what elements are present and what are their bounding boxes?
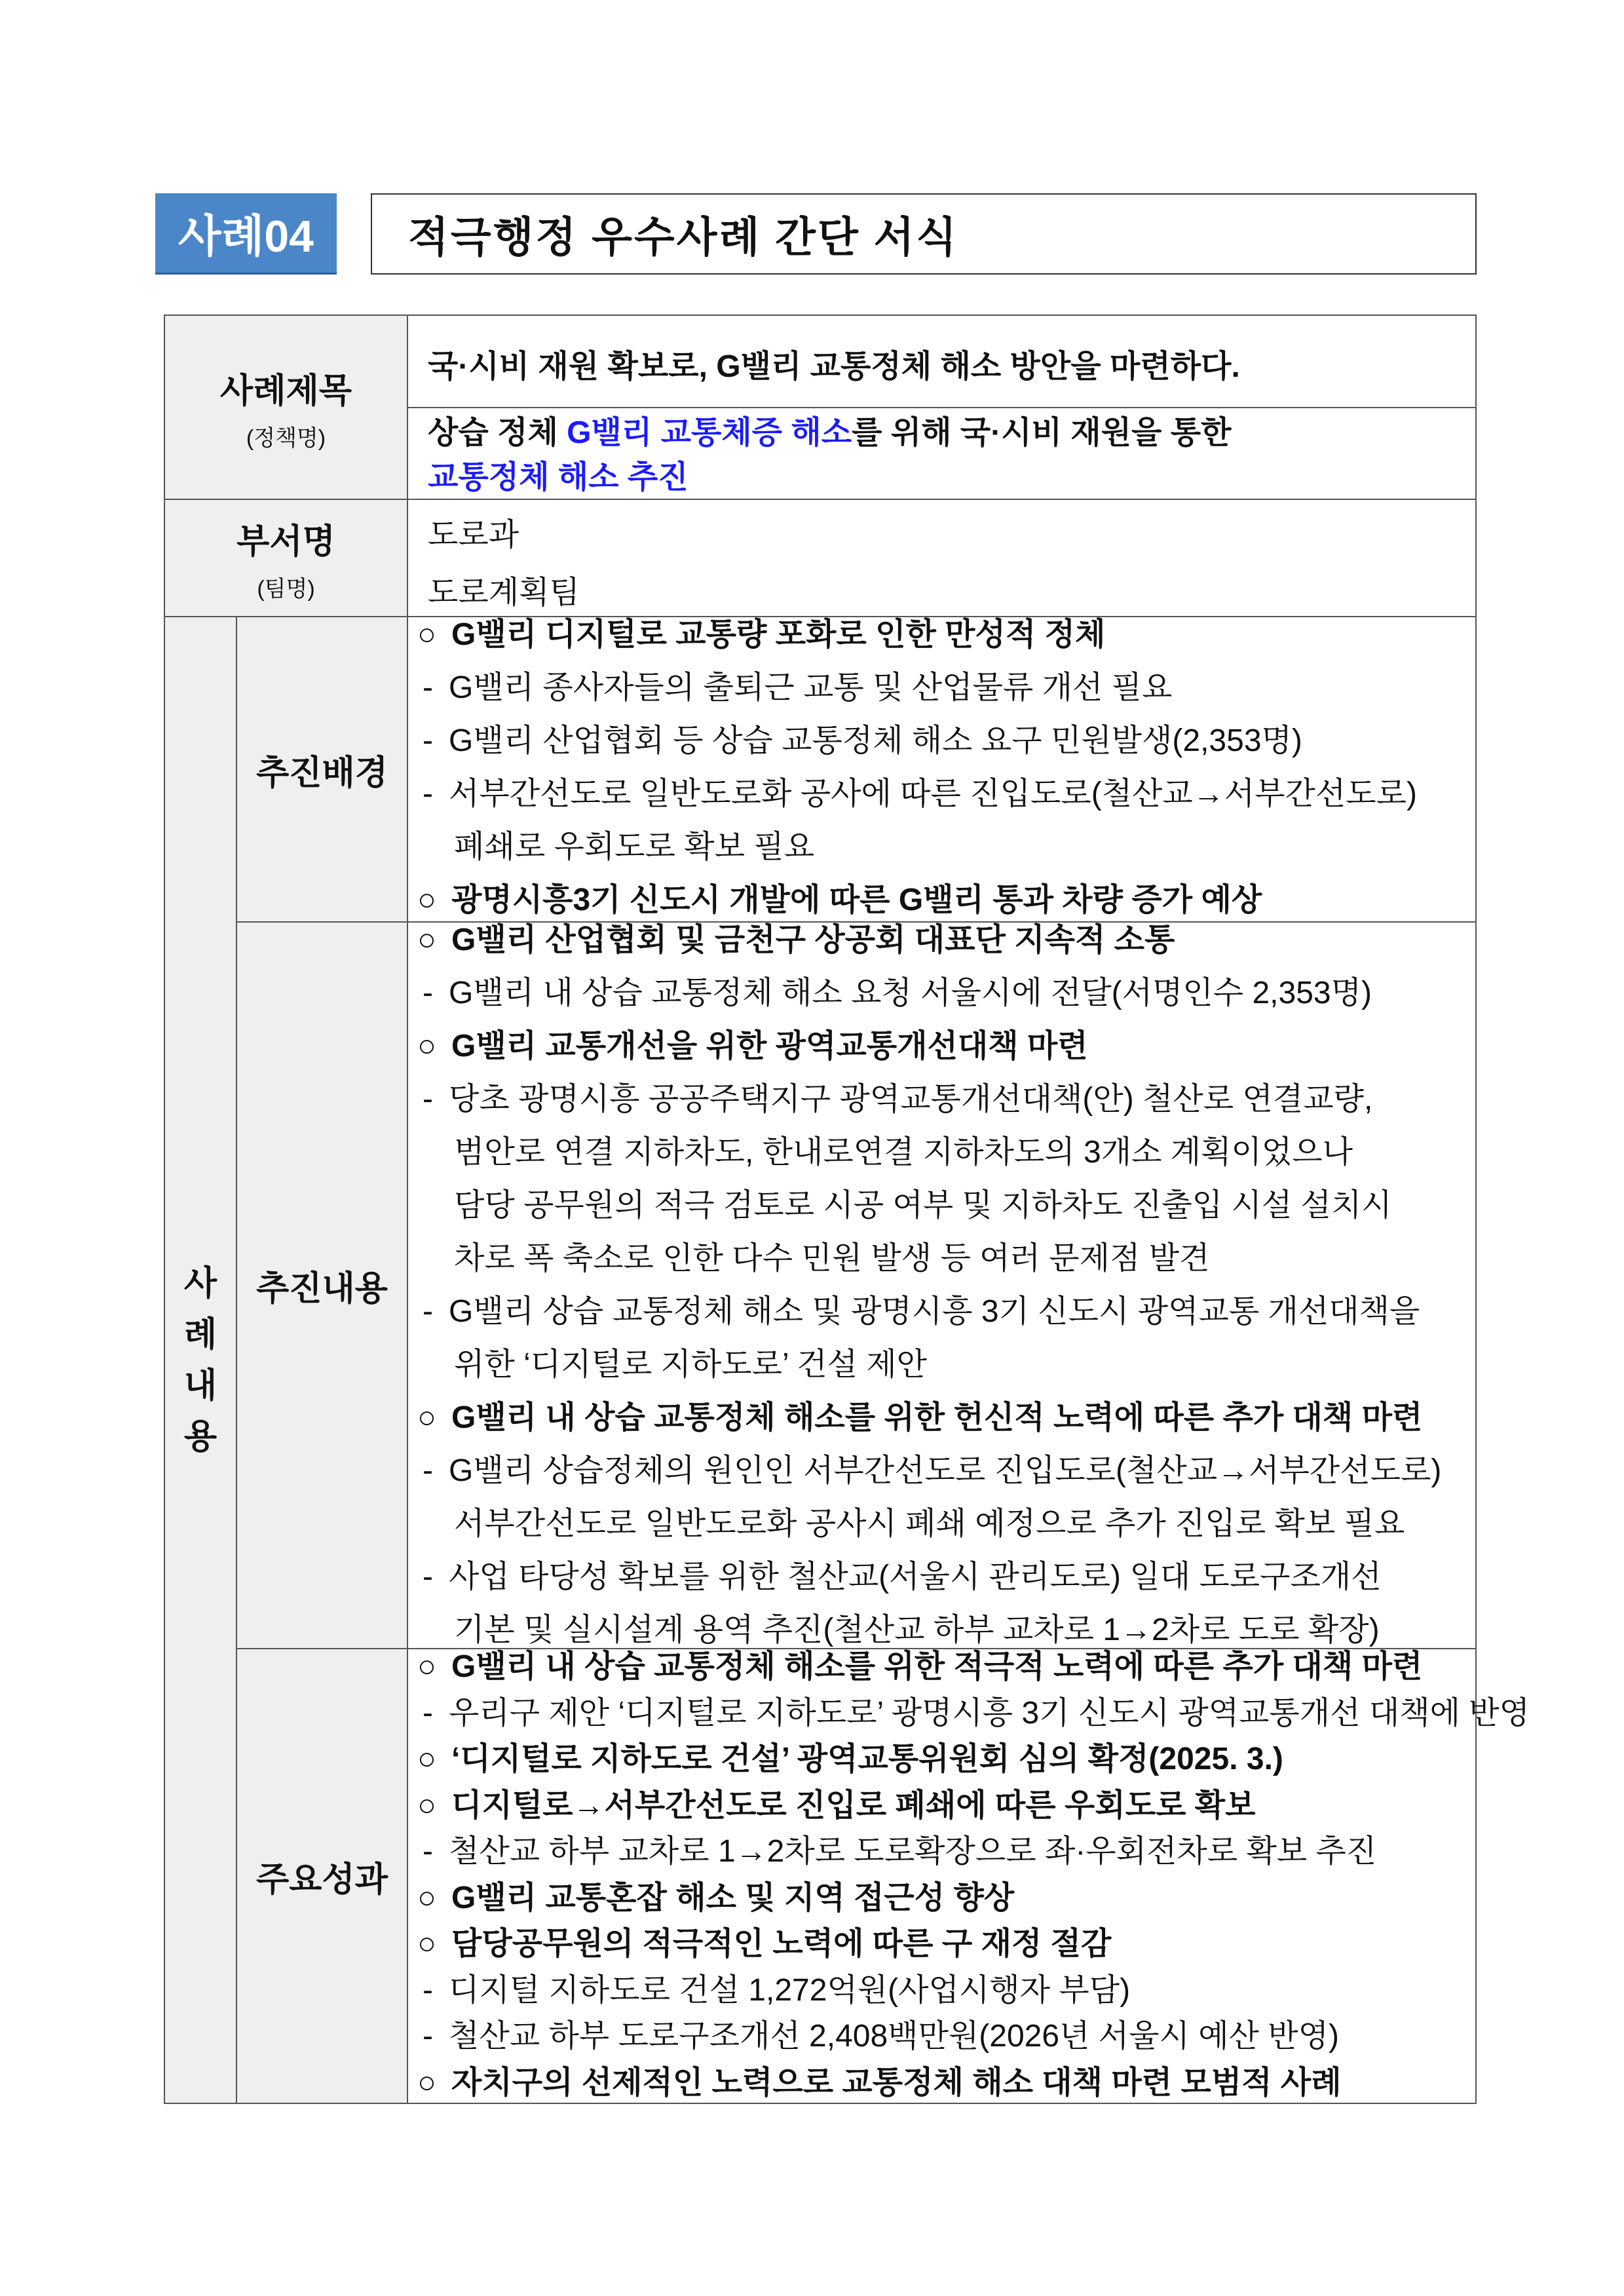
section-content-cell bbox=[407, 616, 1477, 923]
circle-bullet-icon: ○ bbox=[417, 1880, 436, 1915]
item-text: ‘디지털로 지하도로 건설’ 광역교통위원회 심의 확정(2025. 3.) bbox=[451, 1742, 1283, 1776]
bullet-item bbox=[417, 1644, 1422, 1691]
section-content-cell bbox=[407, 921, 1477, 1649]
bullet-item bbox=[417, 1783, 1256, 1829]
case-content-label-char: 용 bbox=[183, 1417, 217, 1456]
item-text: G밸리 상습 교통정체 해소 및 광명시흥 3기 신도시 광역교통 개선대책을 bbox=[449, 1294, 1420, 1329]
bullet-item bbox=[417, 1921, 1111, 1968]
dash-marker: - bbox=[423, 1082, 433, 1117]
case-title-label-cell bbox=[164, 315, 408, 500]
item-text: 디지털로→서부간선도로 진입로 폐쇄에 따른 우회도로 확보 bbox=[451, 1788, 1256, 1823]
dash-marker: - bbox=[423, 1453, 433, 1488]
dash-marker: - bbox=[423, 1294, 433, 1329]
case-title-sublabel: (정책명) bbox=[246, 425, 326, 451]
department-name: 도로과 bbox=[428, 518, 519, 552]
sub-item-continuation bbox=[417, 1179, 1392, 1232]
sub-item bbox=[417, 1073, 1372, 1126]
circle-bullet-icon: ○ bbox=[417, 1649, 436, 1684]
dash-marker: - bbox=[423, 723, 433, 758]
case-content-label-char: 례 bbox=[183, 1315, 217, 1354]
item-text: 담당공무원의 적극적인 노력에 따른 구 재정 절감 bbox=[451, 1926, 1112, 1961]
item-text: 철산교 하부 도로구조개선 2,408백만원(2026년 서울시 예산 반영) bbox=[449, 2019, 1339, 2054]
section-label-cell bbox=[236, 921, 408, 1649]
department-cell bbox=[407, 499, 1477, 617]
dash-marker: - bbox=[423, 670, 433, 705]
item-text: 기본 및 실시설계 용역 추진(철산교 하부 교차로 1→2차로 도로 확장) bbox=[454, 1613, 1380, 1647]
team-name: 도로계획팀 bbox=[428, 575, 580, 610]
sub-item-continuation bbox=[417, 820, 814, 873]
section-label: 주요성과 bbox=[256, 1860, 388, 1899]
dash-marker: - bbox=[423, 1559, 433, 1594]
section-label-cell bbox=[236, 1648, 408, 2104]
department-label: 부서명 bbox=[236, 522, 335, 561]
summary-text: 를 위해 국·시비 재원을 통한 bbox=[852, 415, 1232, 450]
sub-item bbox=[417, 767, 1417, 820]
summary-highlight: G밸리 교통체증 해소 bbox=[567, 415, 852, 450]
summary-highlight: 교통정체 해소 추진 bbox=[428, 460, 689, 495]
dash-marker: - bbox=[423, 1695, 433, 1731]
item-text: 디지털 지하도로 건설 1,272억원(사업시행자 부담) bbox=[449, 1972, 1131, 2008]
bullet-item bbox=[417, 2060, 1342, 2107]
case-title-label: 사례제목 bbox=[220, 372, 352, 410]
case-summary-cell bbox=[407, 407, 1477, 500]
case-headline: 국·시비 재원 확보로, G밸리 교통정체 해소 방안을 마련하다. bbox=[428, 349, 1240, 384]
case-headline-cell bbox=[407, 315, 1477, 408]
sub-item bbox=[417, 1829, 1376, 1875]
circle-bullet-icon: ○ bbox=[417, 923, 436, 957]
item-text: 당초 광명시흥 공공주택지구 광역교통개선대책(안) 철산로 연결교량, bbox=[449, 1082, 1373, 1117]
circle-bullet-icon: ○ bbox=[417, 2065, 436, 2100]
sub-item-continuation bbox=[417, 1232, 1209, 1285]
item-text: 우리구 제안 ‘디지털로 지하도로’ 광명시흥 3기 신도시 광역교통개선 대책에 반영 bbox=[449, 1695, 1530, 1731]
sub-item bbox=[417, 1550, 1382, 1603]
item-text: G밸리 산업협회 및 금천구 상공회 대표단 지속적 소통 bbox=[451, 923, 1175, 957]
sub-item bbox=[417, 661, 1172, 714]
section-content-cell bbox=[407, 1648, 1530, 2104]
item-text: 서부간선도로 일반도로화 공사시 폐쇄 예정으로 추가 진입로 확보 필요 bbox=[454, 1506, 1405, 1541]
item-text: 범안로 연결 지하차도, 한내로연결 지하차도의 3개소 계획이었으나 bbox=[454, 1135, 1353, 1170]
bullet-item bbox=[417, 1020, 1088, 1073]
item-text: 폐쇄로 우회도로 확보 필요 bbox=[454, 830, 815, 864]
sub-item-continuation bbox=[417, 1497, 1405, 1550]
circle-bullet-icon: ○ bbox=[417, 617, 436, 652]
item-text: G밸리 내 상습 교통정체 해소 요청 서울시에 전달(서명인수 2,353명) bbox=[449, 976, 1372, 1010]
circle-bullet-icon: ○ bbox=[417, 1926, 436, 1961]
circle-bullet-icon: ○ bbox=[417, 1400, 436, 1435]
bullet-item bbox=[417, 608, 1105, 661]
dash-marker: - bbox=[423, 976, 433, 1010]
case-content-label-char: 사 bbox=[183, 1264, 217, 1303]
circle-bullet-icon: ○ bbox=[417, 1788, 436, 1823]
dash-marker: - bbox=[423, 1834, 433, 1869]
item-text: 자치구의 선제적인 노력으로 교통정체 해소 대책 마련 모범적 사례 bbox=[451, 2065, 1342, 2100]
department-label-cell bbox=[164, 499, 408, 617]
sub-item-continuation bbox=[417, 1126, 1353, 1179]
bullet-item bbox=[417, 1391, 1422, 1444]
circle-bullet-icon: ○ bbox=[417, 883, 436, 917]
item-text: G밸리 종사자들의 출퇴근 교통 및 산업물류 개선 필요 bbox=[449, 670, 1173, 705]
item-text: 철산교 하부 교차로 1→2차로 도로확장으로 좌·우회전차로 확보 추진 bbox=[449, 1834, 1377, 1869]
sub-item bbox=[417, 1968, 1130, 2014]
case-content-label-char: 내 bbox=[183, 1366, 217, 1405]
bullet-item bbox=[417, 913, 1175, 966]
circle-bullet-icon: ○ bbox=[417, 1742, 436, 1776]
item-text: G밸리 교통혼잡 해소 및 지역 접근성 향상 bbox=[451, 1880, 1015, 1915]
section-label: 추진배경 bbox=[256, 754, 388, 792]
item-text: 담당 공무원의 적극 검토로 시공 여부 및 지하차도 진출입 시설 설치시 bbox=[454, 1188, 1392, 1223]
item-text: 사업 타당성 확보를 위한 철산교(서울시 관리도로) 일대 도로구조개선 bbox=[449, 1559, 1382, 1594]
item-text: G밸리 내 상습 교통정체 해소를 위한 헌신적 노력에 따른 추가 대책 마련 bbox=[451, 1400, 1423, 1435]
sub-item bbox=[417, 714, 1302, 767]
item-text: G밸리 디지털로 교통량 포화로 인한 만성적 정체 bbox=[451, 617, 1106, 652]
dash-marker: - bbox=[423, 776, 433, 811]
summary-text: 상습 정체 bbox=[428, 415, 567, 450]
item-text: 광명시흥3기 신도시 개발에 따른 G밸리 통과 차량 증가 예상 bbox=[451, 883, 1262, 917]
dash-marker: - bbox=[423, 2019, 433, 2054]
item-text: 차로 폭 축소로 인한 다수 민원 발생 등 여러 문제점 발견 bbox=[454, 1241, 1210, 1276]
item-text: 서부간선도로 일반도로화 공사에 따른 진입도로(철산교→서부간선도로) bbox=[449, 776, 1417, 811]
sub-item bbox=[417, 2014, 1339, 2060]
department-sublabel: (팀명) bbox=[257, 576, 315, 602]
sub-item-continuation bbox=[417, 1338, 927, 1391]
sub-item bbox=[417, 1691, 1530, 1737]
case-content-label bbox=[164, 616, 237, 2104]
bullet-item bbox=[417, 1736, 1283, 1783]
circle-bullet-icon: ○ bbox=[417, 1029, 436, 1063]
item-text: G밸리 내 상습 교통정체 해소를 위한 적극적 노력에 따른 추가 대책 마련 bbox=[451, 1649, 1423, 1684]
section-label: 추진내용 bbox=[256, 1270, 388, 1308]
case-number-badge: 사례04 bbox=[155, 193, 337, 275]
sub-item bbox=[417, 1285, 1420, 1338]
dash-marker: - bbox=[423, 1972, 433, 2008]
page-title: 적극행정 우수사례 간단 서식 bbox=[371, 193, 1477, 275]
sub-item bbox=[417, 1444, 1441, 1497]
bullet-item bbox=[417, 1875, 1014, 1922]
section-label-cell bbox=[236, 616, 408, 923]
item-text: G밸리 교통개선을 위한 광역교통개선대책 마련 bbox=[451, 1029, 1088, 1063]
item-text: G밸리 상습정체의 원인인 서부간선도로 진입도로(철산교→서부간선도로) bbox=[449, 1453, 1442, 1488]
item-text: 위한 ‘디지털로 지하도로’ 건설 제안 bbox=[454, 1347, 928, 1382]
item-text: G밸리 산업협회 등 상습 교통정체 해소 요구 민원발생(2,353명) bbox=[449, 723, 1302, 758]
sub-item bbox=[417, 966, 1372, 1020]
